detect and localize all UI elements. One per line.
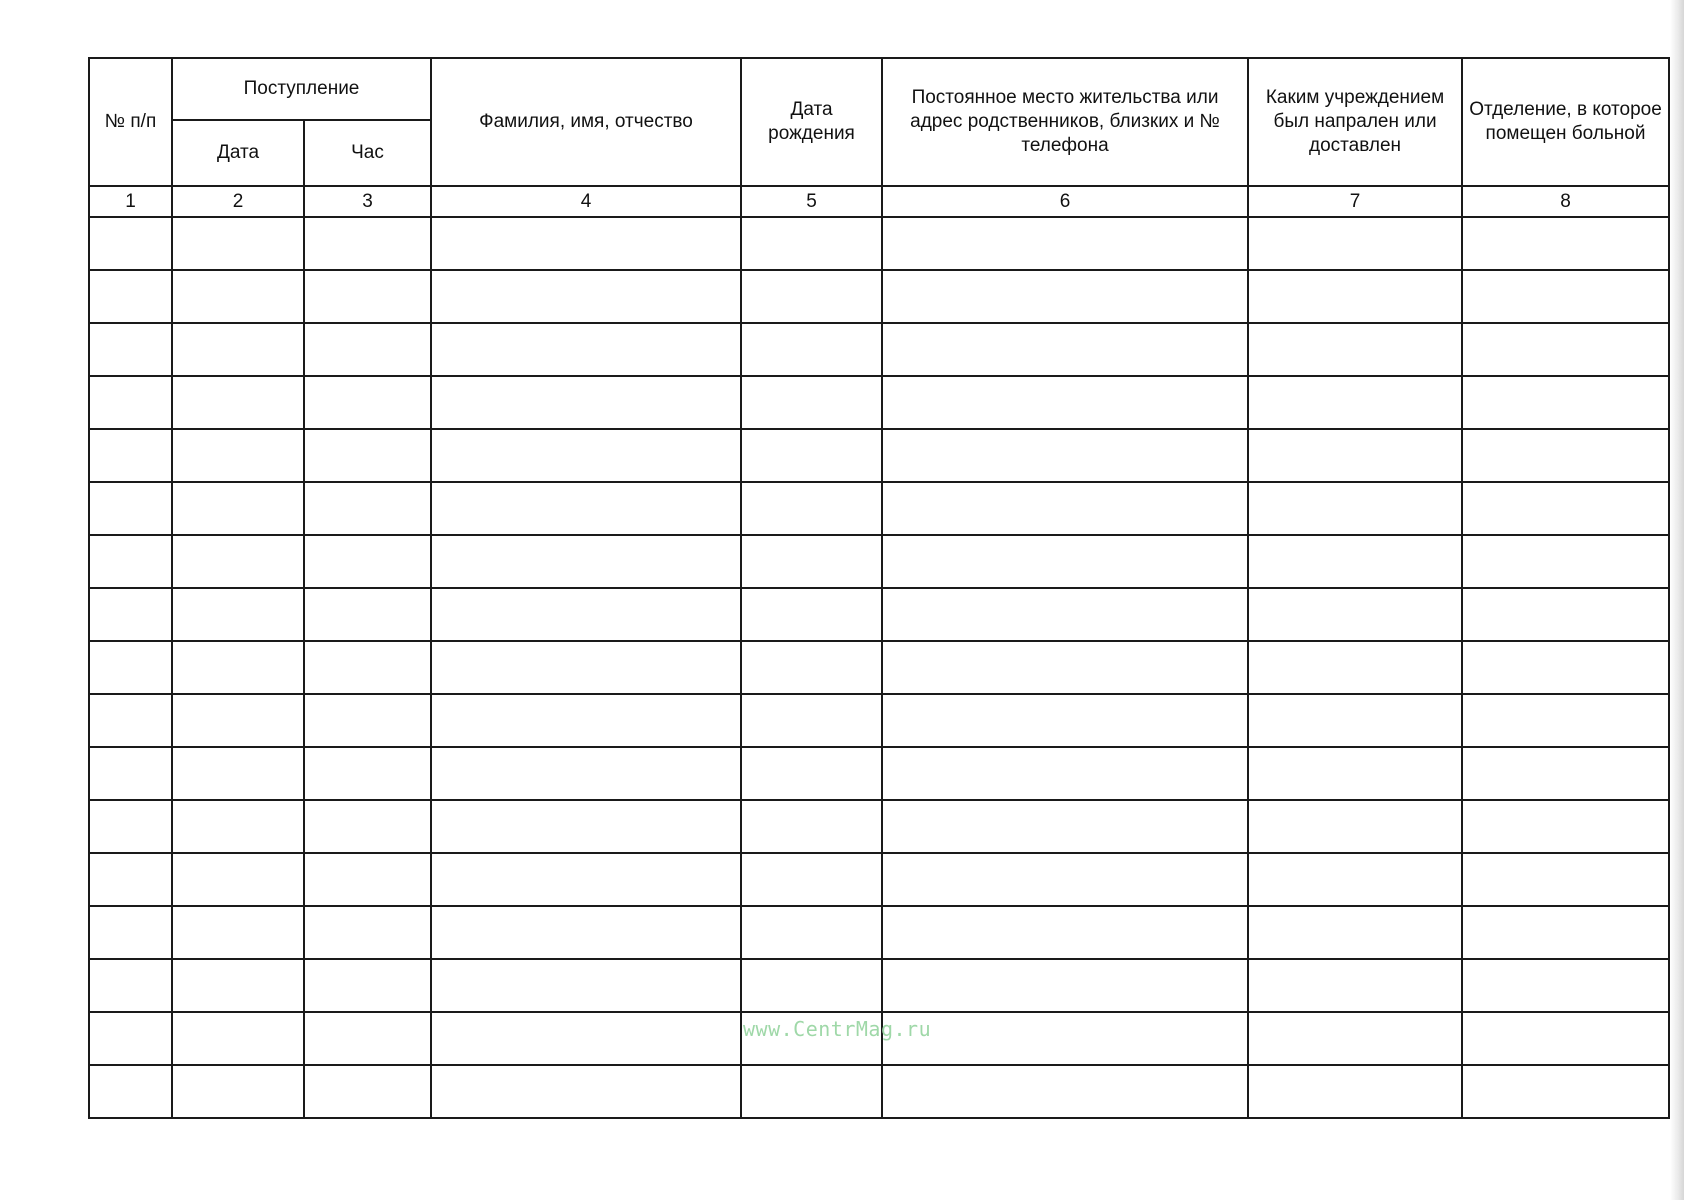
table-cell[interactable] [741,588,882,641]
table-cell[interactable] [89,1012,172,1065]
table-cell[interactable] [882,853,1248,906]
header-referred-by: Каким учреждением был напрален или доставлен [1248,58,1462,186]
table-cell[interactable] [431,1065,741,1118]
table-cell[interactable] [1248,694,1462,747]
watermark: www.CentrMag.ru [743,1017,932,1041]
patient-admission-register-table [88,57,1670,1119]
table-cell[interactable] [431,217,741,270]
table-cell[interactable] [741,376,882,429]
table-cell[interactable] [89,853,172,906]
table-cell[interactable] [431,429,741,482]
table-cell[interactable] [1248,1012,1462,1065]
table-cell[interactable] [1248,482,1462,535]
page-edge [1670,0,1684,1200]
table-cell[interactable] [172,959,304,1012]
table-cell[interactable] [1462,535,1669,588]
table-cell[interactable] [172,1065,304,1118]
table-cell[interactable] [741,429,882,482]
table-cell[interactable] [882,376,1248,429]
table-row [89,1065,1669,1118]
table-cell[interactable] [304,641,431,694]
table-cell[interactable] [1248,323,1462,376]
table-cell[interactable] [1248,853,1462,906]
table-cell[interactable] [431,906,741,959]
table-cell[interactable] [431,641,741,694]
table-cell[interactable] [882,1065,1248,1118]
table-cell[interactable] [172,853,304,906]
table-cell[interactable] [89,800,172,853]
table-cell[interactable] [172,588,304,641]
table-cell[interactable] [89,588,172,641]
table-cell[interactable] [1248,747,1462,800]
table-cell[interactable] [1248,588,1462,641]
table-cell[interactable] [882,694,1248,747]
table-cell[interactable] [172,535,304,588]
header-row-number: № п/п [89,58,172,186]
header-full-name: Фамилия, имя, отчество [431,58,741,186]
table-cell[interactable] [882,959,1248,1012]
column-number: 2 [172,186,304,217]
table-cell[interactable] [741,853,882,906]
table-cell[interactable] [89,429,172,482]
table-row [89,482,1669,535]
table-cell[interactable] [1462,482,1669,535]
table-cell[interactable] [304,959,431,1012]
table-row [89,906,1669,959]
column-number-row [89,186,1669,217]
table-cell[interactable] [1462,323,1669,376]
table-cell[interactable] [89,535,172,588]
table-cell[interactable] [1462,853,1669,906]
table-cell[interactable] [1248,217,1462,270]
table-cell[interactable] [431,482,741,535]
table-cell[interactable] [172,376,304,429]
table-cell[interactable] [882,270,1248,323]
table-row [89,694,1669,747]
table-cell[interactable] [1248,1065,1462,1118]
table-cell[interactable] [431,588,741,641]
table-cell[interactable] [172,217,304,270]
table-cell[interactable] [1462,694,1669,747]
table-cell[interactable] [741,482,882,535]
table-cell[interactable] [304,694,431,747]
table-row [89,959,1669,1012]
table-cell[interactable] [741,641,882,694]
table-cell[interactable] [882,1012,1248,1065]
table-cell[interactable] [304,429,431,482]
table-cell[interactable] [882,588,1248,641]
table-cell[interactable] [304,1065,431,1118]
table-cell[interactable] [89,694,172,747]
table-cell[interactable] [741,323,882,376]
table-cell[interactable] [882,747,1248,800]
table-cell[interactable] [172,270,304,323]
table-row [89,376,1669,429]
table-cell[interactable] [304,535,431,588]
table-cell[interactable] [89,217,172,270]
table-cell[interactable] [1462,1065,1669,1118]
table-cell[interactable] [431,694,741,747]
table-cell[interactable] [741,270,882,323]
table-cell[interactable] [304,376,431,429]
table-cell[interactable] [1462,217,1669,270]
column-number: 8 [1462,186,1669,217]
table-cell[interactable] [431,853,741,906]
table-cell[interactable] [1462,747,1669,800]
table-cell[interactable] [1248,906,1462,959]
column-number: 7 [1248,186,1462,217]
table-cell[interactable] [741,694,882,747]
column-number: 1 [89,186,172,217]
table-cell[interactable] [1462,959,1669,1012]
table-cell[interactable] [431,1012,741,1065]
table-cell[interactable] [304,906,431,959]
table-cell[interactable] [172,323,304,376]
table-cell[interactable] [431,535,741,588]
table-cell[interactable] [882,217,1248,270]
column-number: 4 [431,186,741,217]
table-cell[interactable] [431,800,741,853]
table-cell[interactable] [89,1065,172,1118]
table-cell[interactable] [741,1065,882,1118]
table-cell[interactable] [1248,429,1462,482]
table-cell[interactable] [172,694,304,747]
table-cell[interactable] [172,482,304,535]
table-cell[interactable] [1462,641,1669,694]
table-cell[interactable] [1248,959,1462,1012]
table-cell[interactable] [1462,376,1669,429]
table-cell[interactable] [89,747,172,800]
table-cell[interactable] [304,588,431,641]
table-row [89,747,1669,800]
table-cell[interactable] [89,482,172,535]
table-cell[interactable] [172,429,304,482]
table-cell[interactable] [1462,1012,1669,1065]
register-body [89,217,1669,1118]
table-cell[interactable] [172,747,304,800]
table-cell[interactable] [89,641,172,694]
header-department: Отделение, в которое помещен больной [1462,58,1669,186]
table-cell[interactable] [89,270,172,323]
table-cell[interactable] [172,641,304,694]
table-cell[interactable] [882,535,1248,588]
table-row [89,853,1669,906]
table-cell[interactable] [1462,270,1669,323]
table-cell[interactable] [304,853,431,906]
table-cell[interactable] [741,800,882,853]
table-cell[interactable] [89,906,172,959]
table-cell[interactable] [304,270,431,323]
header-row-top [89,58,1669,120]
table-row [89,535,1669,588]
table-cell[interactable] [304,1012,431,1065]
table-cell[interactable] [882,800,1248,853]
column-number: 3 [304,186,431,217]
table-cell[interactable] [304,800,431,853]
table-row [89,641,1669,694]
table-cell[interactable] [741,959,882,1012]
table-row [89,217,1669,270]
header-admission-date: Дата [172,120,304,186]
table-cell[interactable] [1248,535,1462,588]
table-cell[interactable] [882,482,1248,535]
table-cell[interactable] [304,747,431,800]
column-number: 6 [882,186,1248,217]
table-cell[interactable] [431,959,741,1012]
table-cell[interactable] [172,906,304,959]
header-admission: Поступление [172,58,431,120]
table-cell[interactable] [172,800,304,853]
table-cell[interactable] [431,323,741,376]
table-cell[interactable] [1248,641,1462,694]
table-cell[interactable] [304,482,431,535]
table-cell[interactable] [882,906,1248,959]
table-cell[interactable] [1248,800,1462,853]
table-cell[interactable] [1462,429,1669,482]
table-row [89,800,1669,853]
table-cell[interactable] [304,323,431,376]
table-cell[interactable] [431,270,741,323]
table-cell[interactable] [1248,376,1462,429]
column-number: 5 [741,186,882,217]
table-cell[interactable] [304,217,431,270]
table-row [89,429,1669,482]
table-row [89,270,1669,323]
header-birth-date: Дата рождения [741,58,882,186]
table-cell[interactable] [172,1012,304,1065]
table-cell[interactable] [431,376,741,429]
table-cell[interactable] [431,747,741,800]
table-cell[interactable] [741,906,882,959]
header-residence: Постоянное место жительства или адрес родственников, близких и № телефона [882,58,1248,186]
table-cell[interactable] [1462,588,1669,641]
table-cell[interactable] [741,217,882,270]
table-cell[interactable] [741,747,882,800]
table-row [89,323,1669,376]
table-cell[interactable] [882,641,1248,694]
table-cell[interactable] [1462,800,1669,853]
table-cell[interactable] [89,376,172,429]
table-cell[interactable] [1248,270,1462,323]
table-row [89,588,1669,641]
table-cell[interactable] [882,429,1248,482]
table-cell[interactable] [882,323,1248,376]
table-cell[interactable] [89,959,172,1012]
table-cell[interactable] [741,535,882,588]
header-admission-hour: Час [304,120,431,186]
table-cell[interactable] [1462,906,1669,959]
table-cell[interactable] [89,323,172,376]
